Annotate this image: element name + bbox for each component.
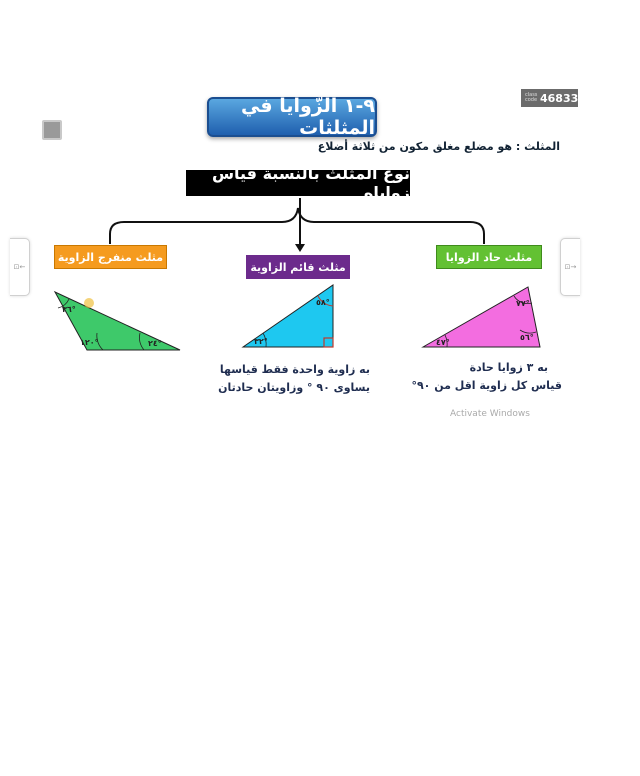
right-angle-a: ٥٨° — [316, 298, 330, 307]
acute-angle-left: ٤٧° — [436, 338, 450, 347]
class-code-label: class code — [525, 92, 538, 103]
activate-windows-watermark: Activate Windows — [450, 409, 530, 419]
right-desc-line1: به زاوية واحدة فقط قياسها — [219, 363, 370, 376]
right-triangle-label: مثلث قائم الزاوية — [246, 255, 350, 279]
obtuse-angle-c: ٢٤° — [148, 339, 162, 348]
acute-desc-line1: به ٣ زوايا حادة — [469, 361, 548, 374]
obtuse-triangle — [55, 292, 180, 350]
right-desc-line2: يساوى ٩٠ ° وزاويتان حادتان — [218, 381, 370, 394]
obtuse-angle-b: ١٢٠° — [80, 338, 99, 347]
right-angle-b: ٣٢° — [254, 337, 268, 346]
lesson-title-banner: ٩-١ الزّوايا في المثلثات — [207, 97, 377, 137]
acute-triangle-label: مثلث حاد الزوايا — [436, 245, 542, 269]
next-slide-tab[interactable]: ⊡→ — [560, 238, 580, 296]
prev-slide-tab[interactable]: ⊡← — [10, 238, 30, 296]
acute-desc-line2: قياس كل زاوية اقل من ٩٠° — [411, 379, 562, 392]
triangle-definition: المثلث : هو مضلع مغلق مكون من ثلاثة أضلاع — [317, 140, 560, 153]
main-heading: نوع المثلث بالنسبة قياس زواياه — [186, 170, 410, 196]
right-triangle — [243, 285, 333, 347]
right-triangle-description — [216, 361, 370, 397]
pointer-dot — [84, 298, 94, 308]
acute-angle-top: ٧٧° — [516, 299, 530, 308]
acute-triangle — [423, 287, 540, 347]
obtuse-angle-a: ٣٦° — [62, 305, 76, 314]
class-code-value: 46833 — [540, 91, 579, 105]
obtuse-triangle-label: مثلث منفرج الزاوية — [54, 245, 167, 269]
acute-triangle-description — [410, 359, 562, 395]
acute-angle-right: ٥٦° — [520, 333, 534, 342]
